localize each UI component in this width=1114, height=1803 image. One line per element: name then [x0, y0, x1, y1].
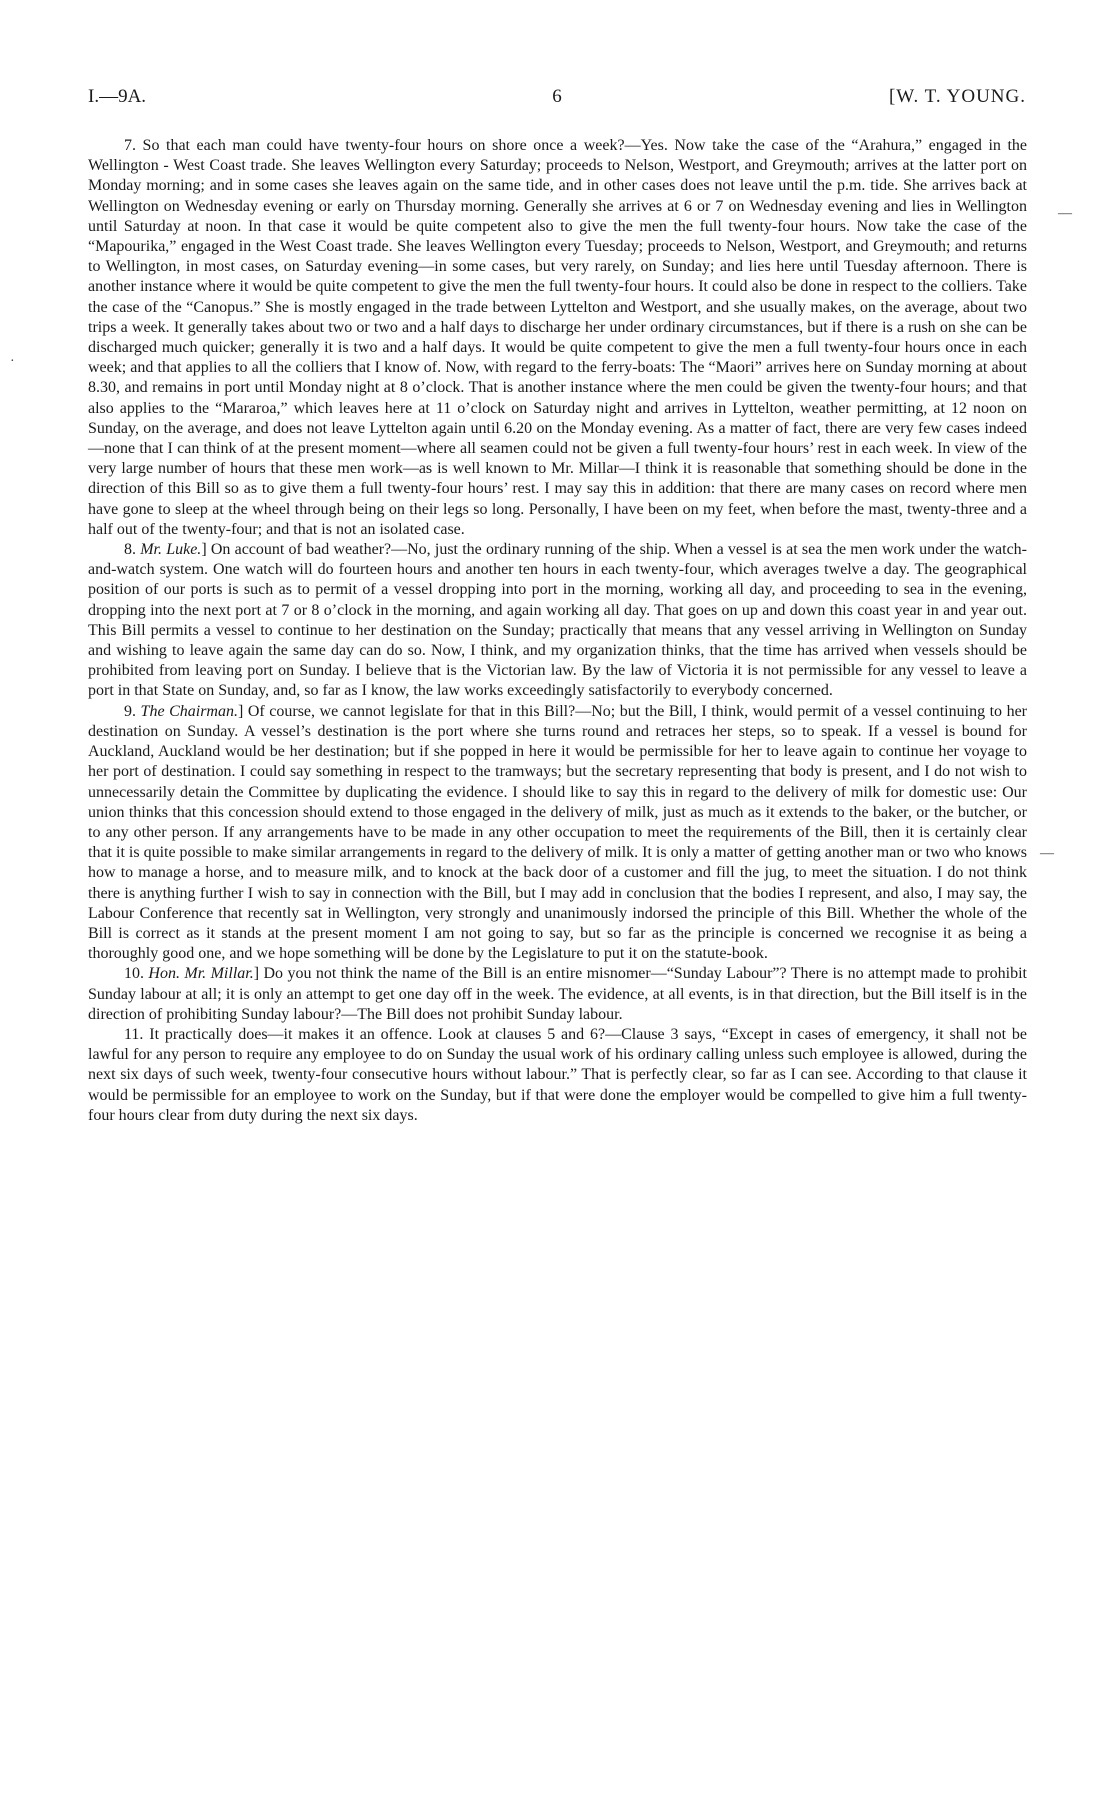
page-number: 6 — [552, 86, 562, 107]
witness-name: [W. T. YOUNG. — [888, 86, 1026, 107]
speaker-name: Mr. Luke. — [140, 541, 202, 559]
paragraph-7: 7. So that each man could have twenty-four hours on shore once a week?—Yes. Now take the case of the “Arahura,” engaged in the Wellington - West Coast trade. She leaves Wellington every Saturday; proceeds to Nelson, Westport, and Greymouth; arrives at the latter port on Monday morning; and in some cases she leaves again on the same tide, and in other cases does not leave until the p.m. tide. She arrives back at Wellington on Wednesday evening or early on Thursday morning. Generally she arrives at 6 or 7 on Wednesday evening and lies in Wellington until Saturday at noon. In that case it would be quite competent also to give the men the full twenty-four hours. Now take the case of the “Mapourika,” engaged in the West Coast trade. She leaves Wellington every Tuesday; proceeds to Nelson, Westport, and Greymouth; and returns to Wellington, in most cases, on Saturday evening—in some cases, but very rarely, on Sunday; and lies here until Tuesday afternoon. There is another instance where it would be quite competent to give the men the full twenty-four hours. It could also be done in respect to the colliers. Take the case of the “Canopus.” She is mostly engaged in the trade between Lyttelton and Westport, and she usually makes, on the average, about two trips a week. It generally takes about two or two and a half days to discharge her under ordinary circumstances, but if there is a rush on she can be discharged much quicker; generally it is two and a half days. It would be quite competent to give the men a full twenty-four hours once in each week; and that applies to all the colliers that I know of. Now, with regard to the ferry-boats: The “Maori” arrives here on Sunday morning at about 8.30, and remains in port until Monday night at 8 o’clock. That is another instance where the men could be given the twenty-four hours; and that also applies to the “Mararoa,” which leaves here at 11 o’clock on Saturday night and arrives in Lyttelton, weather permitting, at 12 noon on Sunday, on the average, and does not leave Lyttelton again until 6.20 on the Monday evening. As a matter of fact, there are very few cases indeed—none that I can think of at the present moment—where all seamen could not be given a full twenty-four hours’ rest in each week. In view of the very large number of hours that these men work—as is well known to Mr. Millar—I think it is reasonable that something should be done in the direction of this Bill so as to give them a full twenty-four hours’ rest. I may say this in addition: that there are many cases on record where men have gone to sleep at the wheel through being on their legs so long. Personally, I have been on my feet, when before the mast, twenty-three and a half out of the twenty-four; and that is not an isolated case. — [88, 137, 1027, 538]
page-header — [88, 86, 1026, 112]
speaker-name: Hon. Mr. Millar. — [148, 965, 254, 983]
evidence-body — [88, 136, 1027, 1126]
margin-dash-mark: — — [1058, 206, 1072, 221]
margin-dot-mark: · — [10, 354, 15, 369]
paragraph-8: 8. Mr. Luke.] On account of bad weather?—No, just the ordinary running of the ship. When a vessel is at sea the men work under the watch-and-watch system. One watch will do fourteen hours and another ten hours in each twenty-four, which averages twelve a day. The geographical position of our ports is such as to permit of a vessel dropping into port in the morning, working all day, and proceeding to sea in the evening, dropping into the next port at 7 or 8 o’clock in the morning, and again working all day. That goes on up and down this coast year in and year out. This Bill permits a vessel to continue to her destination on the Sunday; practically that means that any vessel arriving in Wellington on Sunday and wishing to leave again the same day can do so. Now, I think, and my organization thinks, that the time has arrived when vessels should be prohibited from leaving port on Sunday. I believe that is the Victorian law. By the law of Victoria it is not permissible for any vessel to leave a port in that State on Sunday, and, so far as I know, the law works exceedingly satisfactorily to everybody concerned. — [88, 541, 1028, 700]
speaker-name: The Chairman. — [140, 702, 238, 720]
paragraph-10: 10. Hon. Mr. Millar.] Do you not think the name of the Bill is an entire misnomer—“Sunday Labour”? There is no attempt made to prohibit Sunday labour at all; it is only an attempt to get one day off in the week. The evidence, at all events, is in that direction, but the Bill itself is in the direction of prohibiting Sunday labour?—The Bill does not prohibit Sunday labour. — [88, 965, 1027, 1023]
paper-reference: I.—9A. — [88, 86, 147, 107]
paragraph-9: 9. The Chairman.] Of course, we cannot legislate for that in this Bill?—No; but the Bill, I think, would permit of a vessel continuing to her destination on Sunday. A vessel’s destination is the port where she turns round and retraces her steps, so to speak. If a vessel is bound for Auckland, Auckland would be her destination; but if she popped in here it would be permissible for her to leave again to continue her voyage to her port of destination. I could say something in respect to the tramways; but the secretary representing that body is present, and I do not wish to unnecessarily detain the Committee by duplicating the evidence. I should like to say this in regard to the delivery of milk for domestic use: Our union thinks that this concession should extend to those engaged in the delivery of milk, just as much as it extends to the baker, or the butcher, or to any other person. If any arrangements have to be made in any other occupation to meet the requirements of the Bill, then it is certainly clear that it is quite possible to make similar arrangements in regard to the delivery of milk. It is only a matter of getting another man or two who knows how to manage a horse, and to measure milk, and to knock at the back door of a customer and fill the jug, to meet the situation. I do not think there is anything further I wish to say in connection with the Bill, but I may add in conclusion that the bodies I represent, and also, I may say, the Labour Conference that recently sat in Wellington, very strongly and unanimously indorsed the principle of this Bill. Whether the whole of the Bill is correct as it stands at the present moment I am not going to say, but so far as the principle is concerned we recognise it as being a thoroughly good one, and we hope something will be done by the Legislature to put it on the statute-book. — [88, 702, 1028, 963]
margin-dash-mark-2: — — [1040, 846, 1054, 861]
paragraph-11: 11. It practically does—it makes it an offence. Look at clauses 5 and 6?—Clause 3 says, “Except in cases of emergency, it shall not be lawful for any person to require any employee to do on Sunday the usual work of his ordinary calling unless such employee is allowed, during the next six days of such week, twenty-four consecutive hours without labour.” That is perfectly clear, so far as I can see. According to that clause it would be permissible for an employee to work on the Sunday, but if that were done the employer would be compelled to give him a full twenty-four hours clear from duty during the next six days. — [88, 1025, 1027, 1124]
